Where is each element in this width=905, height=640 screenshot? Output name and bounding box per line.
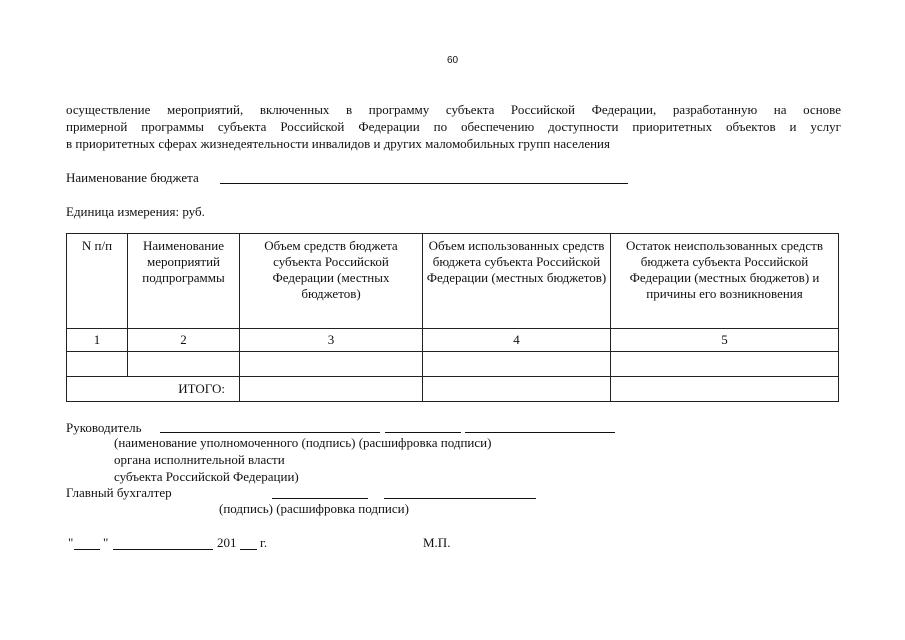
table-cell[interactable] — [128, 352, 240, 377]
head-caption-3: субъекта Российской Федерации) — [114, 469, 299, 484]
total-cell[interactable] — [423, 377, 611, 402]
column-number: 2 — [128, 329, 240, 352]
table-cell[interactable] — [240, 352, 423, 377]
date-day-field[interactable] — [74, 549, 100, 550]
report-table — [66, 233, 839, 402]
head-name-field[interactable] — [465, 432, 615, 433]
header-cell: Наименование мероприятий подпрограммы — [128, 234, 240, 329]
date-quote-close: " — [103, 535, 109, 550]
column-number: 5 — [611, 329, 839, 352]
budget-name-label: Наименование бюджета — [66, 170, 199, 185]
table-cell[interactable] — [67, 352, 128, 377]
date-quote-open: " — [68, 535, 74, 550]
page-number: 60 — [446, 55, 459, 66]
stamp-label: М.П. — [423, 535, 451, 550]
date-suffix: г. — [260, 535, 268, 550]
column-number-row — [67, 329, 839, 352]
date-year-field[interactable] — [240, 549, 257, 550]
total-label: ИТОГО: — [67, 377, 240, 402]
header-cell: Объем использованных средств бюджета субъекта Российской Федерации (местных бюджетов) — [423, 234, 611, 329]
header-cell: N п/п — [67, 234, 128, 329]
total-cell[interactable] — [240, 377, 423, 402]
head-label: Руководитель — [66, 420, 142, 435]
column-number: 1 — [67, 329, 128, 352]
head-caption-2: органа исполнительной власти — [114, 452, 285, 467]
intro-line-3: в приоритетных сферах жизнедеятельности инвалидов и других маломобильных групп населения — [66, 136, 610, 151]
date-month-field[interactable] — [113, 549, 213, 550]
total-row — [67, 377, 839, 402]
table-header-row — [67, 234, 839, 329]
accountant-signature-field[interactable] — [272, 498, 368, 499]
accountant-label: Главный бухгалтер — [66, 485, 172, 500]
head-org-field[interactable] — [160, 432, 380, 433]
table-row — [67, 352, 839, 377]
column-number: 4 — [423, 329, 611, 352]
intro-paragraph — [66, 101, 841, 152]
table-cell[interactable] — [611, 352, 839, 377]
table-cell[interactable] — [423, 352, 611, 377]
intro-line-2: примерной программы субъекта Российской Федерации по обеспечению доступности приоритетных объектов и услуг — [66, 119, 841, 134]
accountant-name-field[interactable] — [384, 498, 536, 499]
header-cell: Остаток неиспользованных средств бюджета субъекта Российской Федерации (местных бюджетов) и причины его возникновения — [611, 234, 839, 329]
head-signature-field[interactable] — [385, 432, 461, 433]
accountant-caption: (подпись) (расшифровка подписи) — [219, 501, 409, 516]
unit-label: Единица измерения: руб. — [66, 204, 205, 219]
total-cell[interactable] — [611, 377, 839, 402]
header-cell: Объем средств бюджета субъекта Российской Федерации (местных бюджетов) — [240, 234, 423, 329]
column-number: 3 — [240, 329, 423, 352]
budget-name-field[interactable] — [220, 183, 628, 184]
head-caption-1: (наименование уполномоченного (подпись) (расшифровка подписи) — [114, 435, 492, 450]
intro-line-1: осуществление мероприятий, включенных в программу субъекта Российской Федерации, разработанную на основе — [66, 102, 841, 117]
date-year: 201 — [217, 535, 237, 550]
